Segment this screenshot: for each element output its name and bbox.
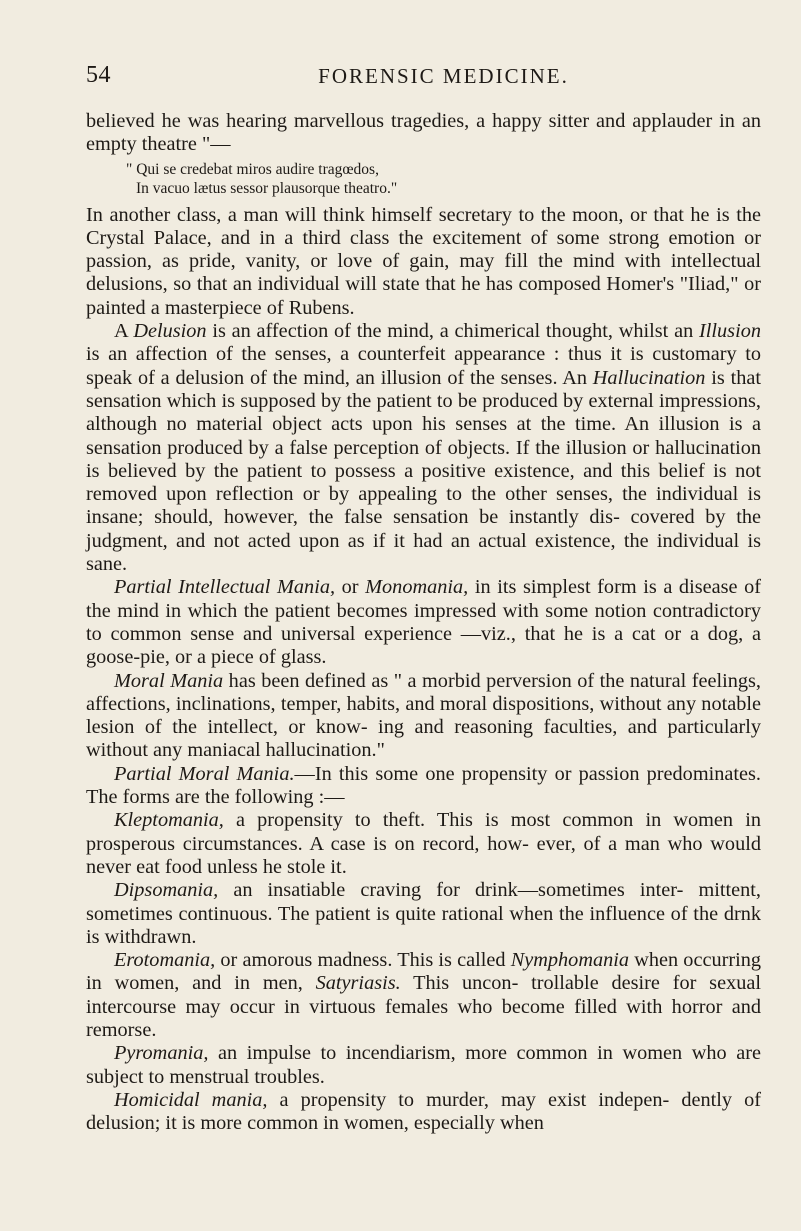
class-text: In another class, a man will think himself secretary to the moon, or that he is the Crystal Palace, and in a third class the excitement of some strong emotion or passion, as pride, vanity, or love of gain, may fill the mind with intellectual delusions, so that an individual will state that he has composed Homer's "Iliad," or painted a masterpiece of Rubens. bbox=[86, 203, 761, 319]
paragraph-erotomania bbox=[86, 949, 761, 1042]
term-pyromania: Pyromania, bbox=[114, 1042, 209, 1065]
term-delusion: Delusion bbox=[133, 320, 207, 343]
paragraph-kleptomania bbox=[86, 809, 761, 879]
paragraph-partial-intellectual-mania bbox=[86, 576, 761, 669]
term-partial-moral-mania: Partial Moral Mania. bbox=[114, 762, 295, 785]
paragraph-pyromania bbox=[86, 1042, 761, 1089]
term-moral-mania: Moral Mania bbox=[114, 669, 224, 692]
klepto-text-1: a propensity to theft. This is most common in women in prosperous circumstances. A case is on record, how- ever, of a man who would never eat food unless he stole it. bbox=[86, 809, 761, 878]
partial-text-1: or bbox=[335, 576, 366, 599]
term-nymphomania: Nymphomania bbox=[510, 949, 630, 972]
paragraph-another-class bbox=[86, 204, 761, 320]
eroto-text-2: when occurring in women, and in men, bbox=[86, 949, 762, 995]
delusion-text-3: is an affection of the senses, a counterfeit appearance : thus it is customary to speak of a delusion of the mind, an illusion of the senses. An bbox=[86, 343, 761, 389]
partial-moral-text-1: —In this some one propensity or passion predominates. The forms are the following :— bbox=[86, 762, 761, 809]
term-satyriasis: Satyriasis. bbox=[315, 972, 401, 995]
paragraph-dipsomania bbox=[86, 879, 761, 949]
term-kleptomania: Kleptomania, bbox=[114, 809, 224, 832]
eroto-text-1: or amorous madness. This is called bbox=[215, 949, 511, 972]
delusion-text-1: A bbox=[114, 320, 134, 343]
eroto-text-3: This uncon- trollable desire for sexual intercourse may occur in virtuous females who become filled with horror and remorse. bbox=[86, 972, 761, 1041]
pyro-text-1: an impulse to incendiarism, more common in women who are subject to menstrual troubles. bbox=[86, 1042, 761, 1088]
term-illusion: Illusion bbox=[699, 320, 761, 343]
running-title: FORENSIC MEDICINE. bbox=[318, 64, 569, 88]
delusion-text-2: is an affection of the mind, a chimerical thought, whilst an bbox=[206, 320, 700, 343]
page-body bbox=[86, 110, 761, 1135]
delusion-text-4: is that sensation which is supposed by the patient to be produced by external impressions, although no material object acts upon his senses at the time. An illusion is a sensation produced by a false perception of objects. If the illusion or hallucination is believed by the patient to possess a positive existence, and this belief is not removed upon reflection or by appealing to the other senses, the individual is insane; should, however, the false sensation be instantly dis- covered by the judgment, and not acted upon as if it had an actual existence, the individual is sane. bbox=[86, 366, 761, 576]
paragraph-partial-moral-mania bbox=[86, 763, 761, 810]
term-erotomania: Erotomania, bbox=[114, 949, 216, 972]
partial-text-2: in its simplest form is a disease of the mind in which the patient becomes impressed with some notion contradictory to common sense and universal experience —viz., that he is a cat or a dog, a goose-pie, or a piece of glass. bbox=[86, 576, 761, 669]
page-number: 54 bbox=[86, 62, 111, 88]
paragraph-intro bbox=[86, 110, 761, 157]
dipso-text-1: an insatiable craving for drink—sometimes inter- mittent, sometimes continuous. The patient is quite rational when the influence of the drnk is withdrawn. bbox=[86, 879, 761, 948]
paragraph-delusion bbox=[86, 320, 761, 576]
term-partial-intellectual-mania: Partial Intellectual Mania, bbox=[114, 576, 336, 599]
term-hallucination: Hallucination bbox=[592, 366, 706, 389]
paragraph-homicidal-mania bbox=[86, 1089, 761, 1136]
quote-line-1: " Qui se credebat miros audire tragœdos, bbox=[126, 160, 379, 178]
latin-quotation bbox=[126, 160, 761, 198]
term-monomania: Monomania, bbox=[365, 576, 469, 599]
quote-line-2: In vacuo lætus sessor plausorque theatro." bbox=[136, 179, 398, 197]
term-dipsomania: Dipsomania, bbox=[114, 879, 219, 902]
term-homicidal-mania: Homicidal mania, bbox=[114, 1088, 268, 1111]
paragraph-moral-mania bbox=[86, 670, 761, 763]
homicidal-text-1: a propensity to murder, may exist indepen- dently of delusion; it is more common in women, especially when bbox=[86, 1088, 762, 1135]
intro-text: believed he was hearing marvellous tragedies, a happy sitter and applauder in an empty theatre "— bbox=[86, 110, 761, 156]
page-header bbox=[86, 62, 761, 92]
moral-text-1: has been defined as " a morbid perversion of the natural feelings, affections, inclinations, temper, habits, and moral dispositions, without any notable lesion of the intellect, or know- ing and reasoning faculties, and particularly without any maniacal hallucination." bbox=[86, 669, 761, 762]
